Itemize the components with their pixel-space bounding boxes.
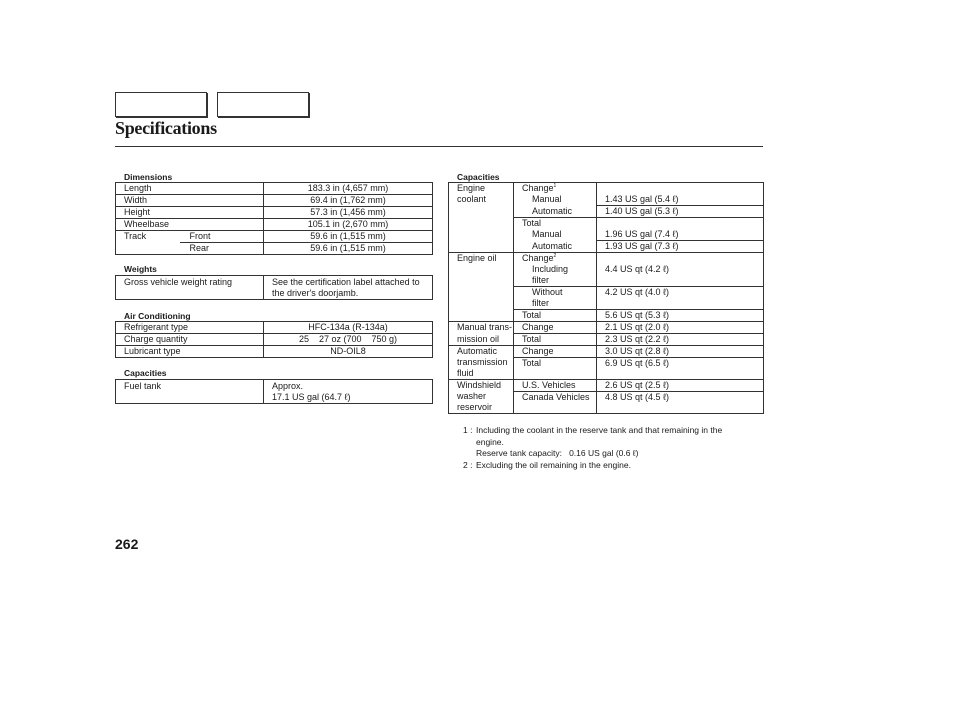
coolant-total-label: Total — [514, 218, 597, 230]
coolant-total-manual-label: Manual — [514, 229, 597, 241]
table-row — [449, 380, 764, 392]
atf-label-line1: Automatic — [457, 346, 498, 356]
atf-label — [449, 346, 514, 380]
ac-value: HFC-134a (R-134a) — [264, 322, 433, 334]
mt-change-value: 2.1 US qt (2.0 ℓ) — [597, 322, 764, 334]
mt-change-label: Change — [514, 322, 597, 334]
coolant-total-manual-value: 1.96 US gal (7.4 ℓ) — [597, 229, 764, 241]
atf-change-label: Change — [514, 346, 597, 358]
dimension-label: Track — [116, 231, 180, 255]
table-row — [449, 253, 764, 265]
footnote-ref-1: 1 — [553, 183, 557, 189]
title-rule — [115, 146, 763, 147]
mt-total-label: Total — [514, 334, 597, 346]
weights-heading: Weights — [124, 264, 157, 274]
ac-label: Charge quantity — [116, 334, 264, 346]
oil-including-line2: filter — [532, 275, 550, 285]
atf-total-value: 6.9 US qt (6.5 ℓ) — [597, 358, 764, 380]
empty-cell — [597, 183, 764, 195]
oil-including-filter-label — [514, 264, 597, 287]
oil-total-label: Total — [514, 310, 597, 322]
coolant-change-label — [514, 183, 597, 195]
coolant-automatic-label: Automatic — [514, 206, 597, 218]
footnote-ref-2: 2 — [553, 253, 557, 259]
table-row — [449, 334, 764, 346]
table-row — [449, 346, 764, 358]
header-tab-box-left — [115, 92, 207, 117]
coolant-total-automatic-value: 1.93 US gal (7.3 ℓ) — [597, 241, 764, 253]
coolant-manual-value: 1.43 US gal (5.4 ℓ) — [597, 194, 764, 206]
table-row — [116, 276, 433, 300]
empty-cell — [597, 253, 764, 265]
footnote-1-line3: Reserve tank capacity: 0.16 US gal (0.6 ℓ) — [476, 448, 639, 458]
atf-label-line3: fluid — [457, 368, 474, 378]
footnote-1-line1: Including the coolant in the reserve tank and that remaining in the — [476, 425, 723, 435]
capacities-right-heading: Capacities — [457, 172, 500, 182]
fuel-tank-label: Fuel tank — [116, 380, 264, 404]
coolant-manual-label: Manual — [514, 194, 597, 206]
dimension-label: Wheelbase — [116, 219, 264, 231]
table-row — [116, 322, 433, 334]
dimension-label: Width — [116, 195, 264, 207]
oil-change-label — [514, 253, 597, 265]
coolant-automatic-value: 1.40 US gal (5.3 ℓ) — [597, 206, 764, 218]
fuel-tank-value — [264, 380, 433, 404]
footnote-1-mark: 1 : — [463, 425, 473, 435]
table-row — [116, 380, 433, 404]
weights-table — [115, 275, 433, 300]
dimension-value: 59.6 in (1,515 mm) — [264, 243, 433, 255]
dimension-label: Height — [116, 207, 264, 219]
capacities-left-table — [115, 379, 433, 404]
footnote-2-mark: 2 : — [463, 460, 473, 470]
dimension-value: 57.3 in (1,456 mm) — [264, 207, 433, 219]
ac-label: Refrigerant type — [116, 322, 264, 334]
washer-us-label: U.S. Vehicles — [514, 380, 597, 392]
oil-without-filter-value: 4.2 US qt (4.0 ℓ) — [597, 287, 764, 310]
dimensions-table — [115, 182, 433, 255]
washer-label-line1: Windshield — [457, 380, 502, 390]
oil-total-value: 5.6 US qt (5.3 ℓ) — [597, 310, 764, 322]
mt-total-value: 2.3 US qt (2.2 ℓ) — [597, 334, 764, 346]
air-conditioning-table — [115, 321, 433, 358]
footnote-1-line2: engine. — [476, 437, 504, 447]
fuel-tank-value-line1: Approx. — [272, 381, 304, 391]
atf-total-label: Total — [514, 358, 597, 380]
washer-canada-value: 4.8 US qt (4.5 ℓ) — [597, 392, 764, 414]
table-row — [116, 183, 433, 195]
table-row — [116, 231, 433, 243]
coolant-total-automatic-label: Automatic — [514, 241, 597, 253]
header-tab-box-right — [217, 92, 309, 117]
ac-value: ND-OIL8 — [264, 346, 433, 358]
table-row — [116, 346, 433, 358]
empty-cell — [597, 218, 764, 230]
table-row — [116, 195, 433, 207]
capacities-left-heading: Capacities — [124, 368, 167, 378]
oil-without-line2: filter — [532, 298, 550, 308]
atf-change-value: 3.0 US qt (2.8 ℓ) — [597, 346, 764, 358]
table-row — [449, 322, 764, 334]
dimension-sublabel: Front — [180, 231, 264, 243]
air-conditioning-heading: Air Conditioning — [124, 311, 191, 321]
manual-trans-label-line1: Manual trans- — [449, 322, 514, 334]
engine-coolant-label-line1: Engine — [457, 183, 486, 193]
engine-coolant-label — [449, 183, 514, 253]
ac-label: Lubricant type — [116, 346, 264, 358]
dimension-sublabel: Rear — [180, 243, 264, 255]
oil-without-filter-label — [514, 287, 597, 310]
washer-us-value: 2.6 US qt (2.5 ℓ) — [597, 380, 764, 392]
atf-label-line2: transmission — [457, 357, 508, 367]
dimension-value: 183.3 in (4,657 mm) — [264, 183, 433, 195]
table-row — [116, 207, 433, 219]
table-row — [449, 183, 764, 195]
washer-canada-label: Canada Vehicles — [514, 392, 597, 414]
washer-label-line3: reservoir — [457, 402, 493, 412]
dimension-value: 59.6 in (1,515 mm) — [264, 231, 433, 243]
footnote-2-line1: Excluding the oil remaining in the engine. — [476, 460, 631, 470]
engine-oil-label: Engine oil — [449, 253, 514, 322]
dimensions-heading: Dimensions — [124, 172, 173, 182]
fuel-tank-value-line2: 17.1 US gal (64.7 ℓ) — [272, 392, 351, 402]
oil-including-line1: Including — [532, 264, 569, 274]
manual-trans-label-line2: mission oil — [449, 334, 514, 346]
washer-label-line2: washer — [457, 391, 487, 401]
table-row — [116, 334, 433, 346]
ac-value: 25 27 oz (700 750 g) — [264, 334, 433, 346]
washer-label — [449, 380, 514, 414]
weights-value: See the certification label attached to the driver's doorjamb. — [264, 276, 433, 300]
dimension-value: 69.4 in (1,762 mm) — [264, 195, 433, 207]
page-title: Specifications — [115, 118, 217, 138]
dimension-value: 105.1 in (2,670 mm) — [264, 219, 433, 231]
oil-without-line1: Without — [532, 287, 563, 297]
oil-change-text: Change — [522, 253, 554, 263]
dimension-label: Length — [116, 183, 264, 195]
table-row — [116, 219, 433, 231]
coolant-change-text: Change — [522, 183, 554, 193]
oil-including-filter-value: 4.4 US qt (4.2 ℓ) — [597, 264, 764, 287]
capacities-right-table — [448, 182, 764, 414]
engine-coolant-label-line2: coolant — [457, 194, 487, 204]
page-number: 262 — [115, 536, 139, 552]
weights-label: Gross vehicle weight rating — [116, 276, 264, 300]
